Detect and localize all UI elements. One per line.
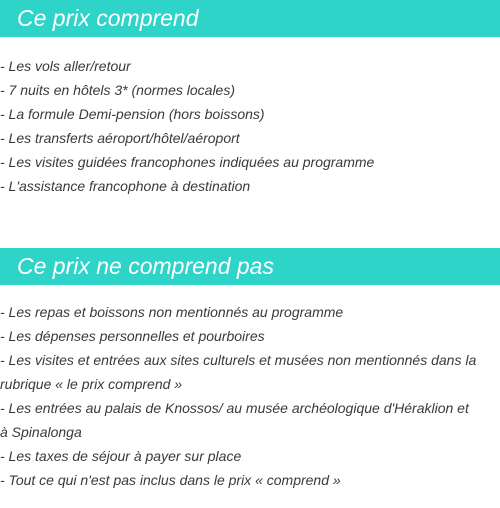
included-item: - L'assistance francophone à destination [0, 178, 251, 194]
excluded-list [0, 285, 500, 492]
excluded-item: - Les taxes de séjour à payer sur place [0, 448, 242, 464]
included-section [0, 0, 500, 198]
included-item: - Les visites guidées francophones indiquées au programme [0, 154, 375, 170]
excluded-header [0, 248, 500, 285]
excluded-item: - Les visites et entrées aux sites culturels et musées non mentionnés dans la rubrique « le prix comprend » [0, 352, 477, 392]
excluded-title: Ce prix ne comprend pas [17, 253, 274, 279]
included-title: Ce prix comprend [17, 5, 199, 31]
excluded-item: - Les entrées au palais de Knossos/ au musée archéologique d'Héraklion et à Spinalonga [0, 400, 469, 440]
excluded-item: - Les dépenses personnelles et pourboires [0, 328, 265, 344]
included-header [0, 0, 500, 37]
included-item: - Les vols aller/retour [0, 58, 131, 74]
included-item: - Les transferts aéroport/hôtel/aéroport [0, 130, 240, 146]
excluded-item: - Les repas et boissons non mentionnés au programme [0, 304, 344, 320]
included-item: - 7 nuits en hôtels 3* (normes locales) [0, 82, 235, 98]
excluded-item: - Tout ce qui n'est pas inclus dans le prix « comprend » [0, 472, 341, 488]
included-list [0, 37, 500, 198]
excluded-section [0, 248, 500, 492]
included-item: - La formule Demi-pension (hors boissons) [0, 106, 265, 122]
